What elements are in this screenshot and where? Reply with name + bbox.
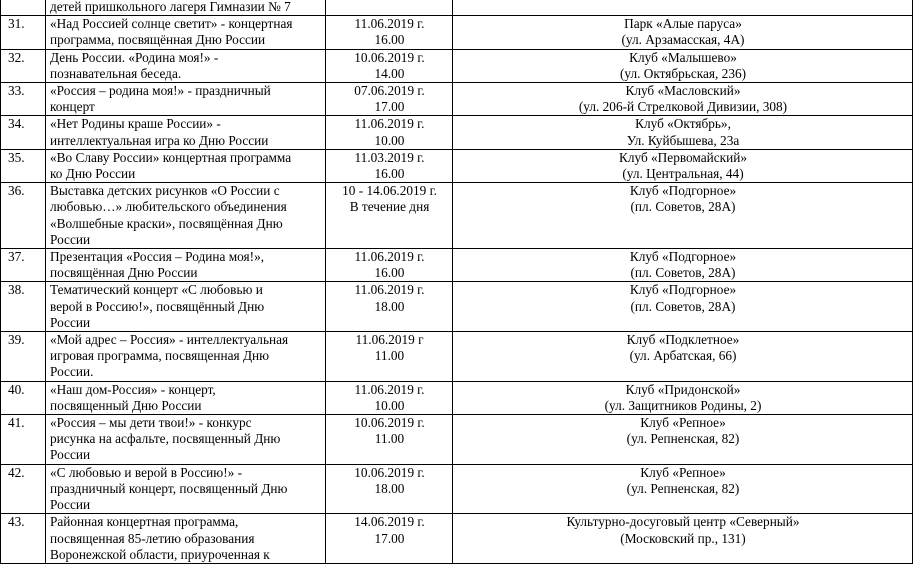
- row-number-cell: [1, 249, 46, 282]
- event-title-line: России.: [50, 364, 94, 380]
- event-title-line: игровая программа, посвященная Дню: [50, 348, 270, 364]
- event-date: 11.06.2019 г.: [354, 116, 425, 132]
- event-time: 17.00: [374, 99, 405, 115]
- event-title-cell: [46, 0, 326, 16]
- event-place-cell: [453, 16, 913, 49]
- table-row: [1, 332, 913, 382]
- row-number: 42.: [8, 464, 25, 480]
- row-number: 41.: [8, 415, 25, 431]
- event-title-line: День России. «Родина моя!» -: [50, 49, 219, 65]
- event-place-cell: [453, 49, 913, 82]
- event-date-cell: [326, 0, 453, 16]
- row-number: 37.: [8, 249, 25, 265]
- table-row: [1, 183, 913, 249]
- event-venue: Клуб «Масловский»: [625, 83, 741, 99]
- event-time: 18.00: [374, 298, 405, 314]
- event-date: 11.03.2019 г.: [354, 149, 425, 165]
- event-title-cell: [46, 149, 326, 182]
- event-address: (ул. Октябрьская, 236): [619, 65, 747, 81]
- event-date: 14.06.2019 г.: [354, 514, 425, 530]
- table-row: [1, 116, 913, 149]
- event-title-line: программа, посвящённая Дню России: [50, 32, 266, 48]
- event-title-line: познавательная беседа.: [50, 65, 182, 81]
- event-venue: Клуб «Придонской»: [625, 381, 741, 397]
- event-title-cell: [46, 282, 326, 332]
- event-title-line: Выставка детских рисунков «О России с: [50, 183, 280, 199]
- table-row: [1, 16, 913, 49]
- event-title-line: «Мой адрес – Россия» - интеллектуальная: [50, 332, 289, 348]
- event-date: 10 - 14.06.2019 г.: [342, 183, 437, 199]
- event-time: 17.00: [374, 530, 405, 546]
- row-number-cell: [1, 0, 46, 16]
- event-date: 11.06.2019 г.: [354, 381, 425, 397]
- row-number: 43.: [8, 514, 25, 530]
- event-title-line: любовью…» любительского объединения: [50, 199, 287, 215]
- table-row: [1, 415, 913, 465]
- event-title-line: концерт: [50, 99, 95, 115]
- table-row: [1, 249, 913, 282]
- row-number-cell: [1, 16, 46, 49]
- event-title-cell: [46, 381, 326, 414]
- row-number-cell: [1, 381, 46, 414]
- row-number: 31.: [8, 16, 25, 32]
- event-title-line: «Над Россией солнце светит» - концертная: [50, 16, 293, 32]
- event-time: 18.00: [374, 480, 405, 496]
- event-title-cell: [46, 16, 326, 49]
- event-title-line: ко Дню России: [50, 166, 136, 182]
- event-date-cell: [326, 415, 453, 465]
- event-date-cell: [326, 282, 453, 332]
- event-title-line: России: [50, 497, 91, 513]
- event-title-line: Презентация «Россия – Родина моя!»,: [50, 249, 265, 265]
- table-row: [1, 83, 913, 116]
- event-address: (ул. Защитников Родины, 2): [604, 397, 762, 413]
- event-title-line: России: [50, 231, 91, 247]
- event-title-cell: [46, 116, 326, 149]
- event-date: 10.06.2019 г.: [354, 464, 425, 480]
- event-time: 16.00: [374, 265, 405, 281]
- event-place-cell: [453, 514, 913, 564]
- event-time: 11.00: [374, 431, 405, 447]
- table-row: [1, 464, 913, 514]
- event-title-line: «С любовью и верой в Россию!» -: [50, 464, 243, 480]
- event-venue: Клуб «Подгорное»: [629, 249, 737, 265]
- event-title-line: «Волшебные краски», посвящённая Дню: [50, 215, 283, 231]
- event-address: (ул. Арбатская, 66): [629, 348, 737, 364]
- row-number-cell: [1, 464, 46, 514]
- event-place-cell: [453, 149, 913, 182]
- event-title-line: посвященная 85-летию образования: [50, 530, 255, 546]
- row-number-cell: [1, 83, 46, 116]
- event-place-cell: [453, 282, 913, 332]
- table-row: [1, 49, 913, 82]
- event-place-cell: [453, 0, 913, 16]
- event-date: 11.06.2019 г: [355, 332, 424, 348]
- event-address: (Московский пр., 131): [620, 530, 746, 546]
- event-title-cell: [46, 183, 326, 249]
- event-time: 16.00: [374, 32, 405, 48]
- event-title-line: посвященный Дню России: [50, 397, 202, 413]
- table-row: [1, 149, 913, 182]
- row-number: 39.: [8, 332, 25, 348]
- event-title-line: «Россия – родина моя!» - праздничный: [50, 83, 271, 99]
- event-address: (ул. 206-й Стрелковой Дивизии, 308): [578, 99, 788, 115]
- event-title-line: посвящённая Дню России: [50, 265, 198, 281]
- event-title-line: рисунка на асфальте, посвященный Дню: [50, 431, 281, 447]
- event-date: 11.06.2019 г.: [354, 249, 425, 265]
- event-venue: Клуб «Октябрь»,: [635, 116, 731, 132]
- event-title-line: детей пришкольного лагеря Гимназии № 7: [50, 0, 291, 14]
- event-title-cell: [46, 249, 326, 282]
- row-number-cell: [1, 183, 46, 249]
- event-title-line: интеллектуальная игра ко Дню России: [50, 132, 269, 148]
- row-number-cell: [1, 332, 46, 382]
- event-address: Ул. Куйбышева, 23а: [626, 132, 740, 148]
- event-title-line: Районная концертная программа,: [50, 514, 239, 530]
- event-title-cell: [46, 83, 326, 116]
- event-venue: Клуб «Малышево»: [629, 49, 737, 65]
- event-address: (ул. Центральная, 44): [622, 166, 744, 182]
- event-date-cell: [326, 514, 453, 564]
- event-time: 10.00: [374, 397, 405, 413]
- table-row: [1, 514, 913, 564]
- table-row-continuation: [1, 0, 913, 16]
- event-date-cell: [326, 464, 453, 514]
- row-number: 32.: [8, 49, 25, 65]
- event-title-cell: [46, 415, 326, 465]
- row-number: 34.: [8, 116, 25, 132]
- event-place-cell: [453, 415, 913, 465]
- event-title-cell: [46, 464, 326, 514]
- event-venue: Клуб «Репное»: [640, 415, 726, 431]
- event-date-cell: [326, 183, 453, 249]
- event-address: (ул. Репненская, 82): [626, 480, 740, 496]
- event-title-cell: [46, 49, 326, 82]
- event-place-cell: [453, 332, 913, 382]
- row-number: 36.: [8, 183, 25, 199]
- event-title-line: России: [50, 314, 91, 330]
- event-address: (пл. Советов, 28А): [630, 199, 736, 215]
- event-title-cell: [46, 332, 326, 382]
- event-title-line: Тематический концерт «С любовью и: [50, 282, 263, 298]
- event-title-line: «Во Славу России» концертная программа: [50, 149, 292, 165]
- event-place-cell: [453, 83, 913, 116]
- event-time: В течение дня: [349, 199, 430, 215]
- event-date: 10.06.2019 г.: [354, 415, 425, 431]
- event-time: 11.00: [374, 348, 405, 364]
- event-place-cell: [453, 381, 913, 414]
- event-title-line: Воронежской области, приуроченная к: [50, 546, 270, 562]
- event-date-cell: [326, 49, 453, 82]
- row-number-cell: [1, 116, 46, 149]
- event-venue: Клуб «Репное»: [640, 464, 726, 480]
- event-venue: Клуб «Подгорное»: [629, 282, 737, 298]
- event-title-cell: [46, 514, 326, 564]
- event-title-line: праздничный концерт, посвященный Дню: [50, 480, 288, 496]
- event-place-cell: [453, 249, 913, 282]
- event-time: 16.00: [374, 166, 405, 182]
- row-number-cell: [1, 149, 46, 182]
- event-date-cell: [326, 249, 453, 282]
- event-place-cell: [453, 116, 913, 149]
- table-row: [1, 381, 913, 414]
- event-venue: Клуб «Первомайский»: [618, 149, 748, 165]
- event-venue: Парк «Алые паруса»: [624, 16, 742, 32]
- event-venue: Клуб «Подклетное»: [626, 332, 740, 348]
- event-date-cell: [326, 332, 453, 382]
- event-address: (пл. Советов, 28А): [630, 265, 736, 281]
- row-number-cell: [1, 49, 46, 82]
- event-title-line: России: [50, 447, 91, 463]
- event-title-line: «Нет Родины краше России» -: [50, 116, 221, 132]
- event-title-line: «Наш дом-Россия» - концерт,: [50, 381, 216, 397]
- event-address: (пл. Советов, 28А): [630, 298, 736, 314]
- row-number: 38.: [8, 282, 25, 298]
- row-number: 40.: [8, 381, 25, 397]
- event-place-cell: [453, 464, 913, 514]
- event-time: 10.00: [374, 132, 405, 148]
- table-row: [1, 282, 913, 332]
- row-number-cell: [1, 514, 46, 564]
- event-date-cell: [326, 149, 453, 182]
- event-address: (ул. Репненская, 82): [626, 431, 740, 447]
- event-date: 10.06.2019 г.: [354, 49, 425, 65]
- row-number: 35.: [8, 149, 25, 165]
- event-time: 14.00: [374, 65, 405, 81]
- event-title-line: «Россия – мы дети твои!» - конкурс: [50, 415, 252, 431]
- event-date: 11.06.2019 г.: [354, 16, 425, 32]
- event-date-cell: [326, 381, 453, 414]
- row-number: 33.: [8, 83, 25, 99]
- event-title-line: верой в Россию!», посвящённый Дню: [50, 298, 265, 314]
- event-date: 07.06.2019 г.: [354, 83, 425, 99]
- event-date-cell: [326, 83, 453, 116]
- event-venue: Клуб «Подгорное»: [629, 183, 737, 199]
- event-venue: Культурно-досуговый центр «Северный»: [566, 514, 800, 530]
- event-date-cell: [326, 116, 453, 149]
- row-number-cell: [1, 282, 46, 332]
- event-address: (ул. Арзамасская, 4А): [621, 32, 745, 48]
- event-date-cell: [326, 16, 453, 49]
- event-place-cell: [453, 183, 913, 249]
- event-date: 11.06.2019 г.: [354, 282, 425, 298]
- row-number-cell: [1, 415, 46, 465]
